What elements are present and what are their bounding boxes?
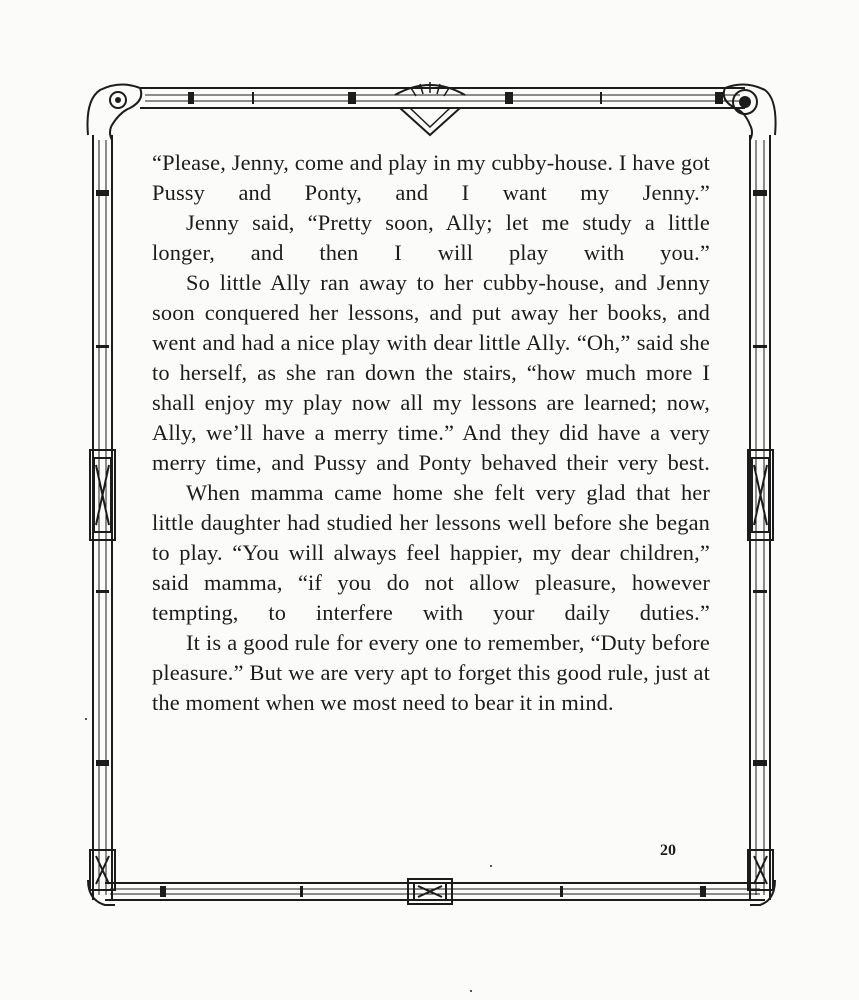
paragraph-5: It is a good rule for every one to remember, “Duty before pleasure.” But we are very apt to forget this good rule, just at the moment when we most need to bear it in mind. bbox=[152, 630, 710, 715]
page-number: 20 bbox=[660, 842, 676, 859]
ink-speck bbox=[490, 865, 492, 867]
paragraph-1: “Please, Jenny, come and play in my cubby-house. I have got Pussy and Ponty, and I want my Jenny.” bbox=[152, 150, 710, 205]
ink-speck bbox=[85, 718, 87, 720]
paragraph-3: So little Ally ran away to her cubby-house, and Jenny soon conquered her lessons, and put away her books, and went and had a nice play with dear little Ally. “Oh,” said she to herself, as she ran down the stairs, “how much more I shall enjoy my play now all my lessons are learned; now, Ally, we’ll have a merry time.” And they did have a very merry time, and Pussy and Ponty behaved their very best. bbox=[152, 270, 710, 475]
paragraph-4: When mamma came home she felt very glad that her little daughter had studied her lessons well before she began to play. “You will always feel happier, my dear children,” said mamma, “if you do not allow pleasure, however tempting, to interfere with your daily duties.” bbox=[152, 480, 710, 625]
page-text bbox=[152, 148, 710, 718]
ink-speck bbox=[470, 990, 472, 992]
paragraph-2: Jenny said, “Pretty soon, Ally; let me study a little longer, and then I will play with you.” bbox=[152, 210, 710, 265]
